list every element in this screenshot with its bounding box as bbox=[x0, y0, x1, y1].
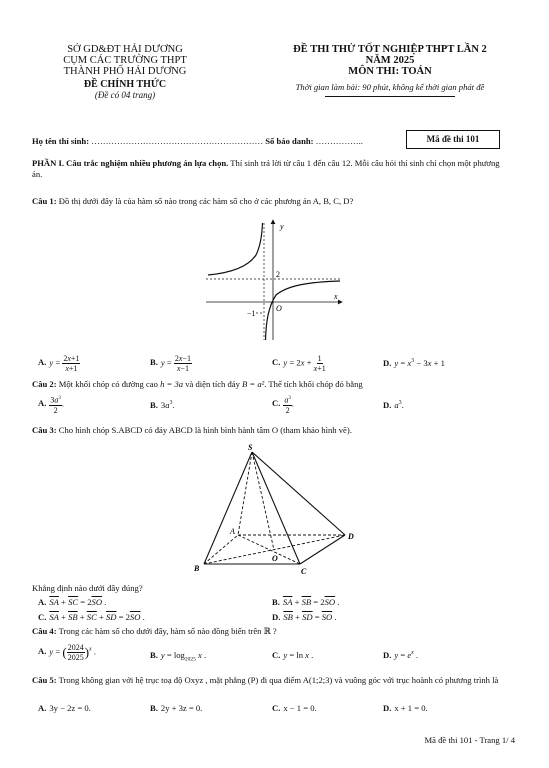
label-S: S bbox=[248, 443, 253, 452]
q3-question: Khẳng định nào dưới đây đúng? bbox=[32, 583, 143, 593]
q2-option-b[interactable]: B. $3a^3$. bbox=[150, 400, 175, 410]
left-branch bbox=[208, 223, 263, 275]
q5-option-b-text: 2y + 3z = 0. bbox=[160, 703, 203, 713]
q1-option-a[interactable]: A. y = $\frac{2x+1}{x+1}$ bbox=[38, 354, 80, 373]
city: THÀNH PHỐ HẢI DƯƠNG bbox=[63, 66, 187, 77]
time-note: Thời gian làm bài: 90 phút, không kể thời gian phát đề bbox=[295, 82, 485, 92]
q1-text bbox=[32, 196, 512, 207]
number-label: Số báo danh: bbox=[265, 136, 314, 146]
edge-SA bbox=[238, 452, 252, 535]
q2-body-a: Một khối chóp có đường cao bbox=[56, 379, 161, 389]
name-label: Họ tên thí sinh: bbox=[32, 136, 90, 146]
edge-AB bbox=[204, 535, 238, 564]
q4-option-c[interactable]: C. y = ln x . bbox=[272, 650, 314, 660]
exam-block bbox=[245, 44, 535, 77]
pages-note: (Đề có 04 trang) bbox=[94, 90, 156, 100]
q2-text bbox=[32, 379, 512, 390]
q4-label: Câu 4: bbox=[32, 626, 57, 636]
q2-h: h = 3a bbox=[160, 379, 184, 389]
q4-option-b[interactable]: B. $y = \log_{2025} x$ . bbox=[150, 650, 207, 663]
q4-option-a[interactable]: A. y = ( $\frac{2024}{2025}$ )$^x$ . bbox=[38, 643, 96, 662]
subject: MÔN THI: TOÁN bbox=[348, 66, 432, 77]
label-O: O bbox=[272, 554, 278, 563]
edge-SD bbox=[252, 452, 345, 535]
part1-intro bbox=[32, 158, 510, 180]
student-line bbox=[32, 136, 402, 147]
exam-year: NĂM 2025 bbox=[365, 55, 415, 66]
q3-body: Cho hình chóp S.ABCD có đáy ABCD là hình bình hành tâm O (tham khảo hình vẽ). bbox=[56, 425, 352, 435]
part1-desc: Thí sinh trả lời từ câu 1 đến câu 12. Mỗi câu hỏi thí sinh chỉ chọn một phương án. bbox=[32, 158, 500, 179]
q5-option-d[interactable]: D. x + 1 = 0. bbox=[383, 703, 428, 713]
q1-body: Đồ thị dưới đây là của hàm số nào trong các hàm số cho ở các phương án A, B, C, D? bbox=[56, 196, 354, 206]
q1-option-c[interactable]: C. y = 2x + $\frac{1}{x+1}$ bbox=[272, 354, 326, 373]
origin-label: O bbox=[276, 304, 282, 313]
exam-code-box: Mã đề thi 101 bbox=[406, 130, 500, 149]
part1-title: PHẦN I. Câu trắc nghiệm nhiều phương án lựa chọn. bbox=[32, 158, 229, 168]
q5-body: Trong không gian với hệ trục toạ độ Oxyz , mặt phẳng (P) đi qua điểm A(1;2;3) và vuông góc với trục hoành có phương trình là bbox=[56, 675, 499, 685]
minus-one-label: −1 bbox=[247, 309, 256, 318]
q3-option-b[interactable]: B. $\overline{SA} + \overline{SB} = 2\overline{SO}$ . bbox=[272, 597, 340, 607]
q5-label: Câu 5: bbox=[32, 675, 57, 685]
edge-SB bbox=[204, 452, 252, 564]
q2-option-d[interactable]: D. $a^3$. bbox=[383, 400, 404, 410]
diag-AC bbox=[238, 535, 300, 564]
q1-graph bbox=[200, 215, 350, 345]
q2-area: B = a² bbox=[242, 379, 265, 389]
q1-option-d[interactable]: D. $y = x^3 - 3x + 1$ bbox=[383, 358, 445, 368]
q5-option-a[interactable]: A. 3y − 2z = 0. bbox=[38, 703, 91, 713]
y-label: y bbox=[280, 222, 284, 231]
school-cluster: CỤM CÁC TRƯỜNG THPT bbox=[63, 55, 187, 66]
q3-pyramid bbox=[190, 440, 370, 580]
q5-option-c[interactable]: C. x − 1 = 0. bbox=[272, 703, 317, 713]
number-dots: …………….. bbox=[315, 136, 363, 146]
page-footer: Mã đề thi 101 - Trang 1/ 4 bbox=[424, 735, 515, 745]
header-rule bbox=[325, 96, 455, 97]
label-A: A bbox=[230, 527, 235, 536]
q5-option-c-text: x − 1 = 0. bbox=[283, 703, 317, 713]
q4-text bbox=[32, 626, 512, 637]
edge-SC bbox=[252, 452, 300, 564]
q2-option-c[interactable]: C. $\frac{a^3}{2}$ . bbox=[272, 395, 295, 415]
label-B: B bbox=[194, 564, 200, 573]
q2-label: Câu 2: bbox=[32, 379, 57, 389]
two-label: 2 bbox=[276, 270, 280, 279]
q2-body-b: và diện tích đáy bbox=[183, 379, 243, 389]
q4-body: Trong các hàm số cho dưới đây, hàm số nào đồng biến trên ℝ ? bbox=[56, 626, 277, 636]
q3-text bbox=[32, 425, 512, 436]
x-label: x bbox=[334, 292, 338, 301]
label-C: C bbox=[301, 567, 307, 576]
q5-option-d-text: x + 1 = 0. bbox=[394, 703, 428, 713]
exam-title: ĐỀ THI THỬ TỐT NGHIỆP THPT LẦN 2 bbox=[293, 44, 487, 55]
q1-label: Câu 1: bbox=[32, 196, 57, 206]
department: SỞ GD&ĐT HẢI DƯƠNG bbox=[67, 44, 183, 55]
label-D: D bbox=[348, 532, 354, 541]
official-label: ĐỀ CHÍNH THỨC bbox=[83, 79, 167, 90]
q3-option-c[interactable]: C. $\overline{SA} + \overline{SB} + \overline{SC} + \overline{SD} = 2\overline{SO}$ . bbox=[38, 612, 145, 622]
q5-text bbox=[32, 674, 512, 687]
name-dots: …………………………………………………… bbox=[91, 136, 264, 146]
school-block bbox=[20, 44, 230, 101]
q1-option-b[interactable]: B. y = $\frac{2x-1}{x-1}$ bbox=[150, 354, 191, 373]
q5-option-b[interactable]: B. 2y + 3z = 0. bbox=[150, 703, 203, 713]
q3-option-d[interactable]: D. $\overline{SB} + \overline{SD} = \overline{SO}$ . bbox=[272, 612, 337, 622]
q5-option-a-text: 3y − 2z = 0. bbox=[49, 703, 91, 713]
q2-option-a[interactable]: A. $\frac{3a^3}{2}$ . bbox=[38, 395, 65, 415]
q3-option-a[interactable]: A. $\overline{SA} + \overline{SC} = 2\overline{SO}$ . bbox=[38, 597, 107, 607]
q2-body-c: . Thể tích khối chóp đó bằng bbox=[264, 379, 363, 389]
q3-label: Câu 3: bbox=[32, 425, 57, 435]
q4-option-d[interactable]: D. $y = e^x$ . bbox=[383, 650, 419, 660]
